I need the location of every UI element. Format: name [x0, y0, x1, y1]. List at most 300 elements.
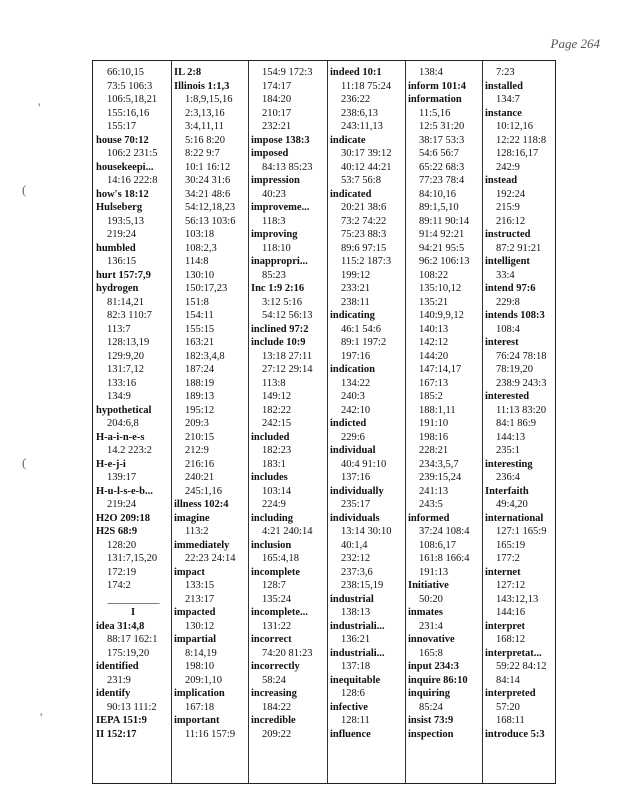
index-term: intend 97:6 [485, 283, 536, 294]
index-term: internet [485, 566, 521, 578]
index-ref: 131:22 [262, 620, 292, 632]
index-term: Illinois 1:1,3 [174, 80, 230, 92]
index-term: H-e-j-i [96, 458, 126, 470]
index-ref: 108:4 [496, 323, 520, 335]
index-ref: 90:13 111:2 [107, 701, 157, 713]
index-ref: 85:24 [419, 701, 443, 713]
index-ref: 138:13 [341, 607, 371, 618]
index-term: includes [251, 472, 288, 483]
index-ref: 235:1 [496, 445, 520, 456]
index-term: indicating [330, 310, 375, 321]
index-ref: 12:5 31:20 [419, 121, 465, 132]
index-term: IL 2:8 [174, 67, 202, 78]
index-ref: 199:12 [341, 269, 371, 281]
index-term: intelligent [485, 256, 530, 267]
index-ref: 128:13,19 [107, 337, 150, 348]
index-ref: 231:9 [107, 674, 131, 686]
index-ref: 88:17 162:1 [107, 634, 158, 645]
index-ref: 14:16 222:8 [107, 175, 158, 186]
index-ref: 137:16 [341, 472, 371, 483]
index-ref: 118:3 [262, 215, 286, 227]
index-ref: ____________ [107, 593, 159, 605]
index-ref: 219:24 [107, 499, 137, 510]
index-ref: 184:20 [262, 94, 292, 105]
index-term: indicted [330, 418, 367, 429]
column-divider [405, 61, 406, 783]
index-ref: 144:16 [496, 607, 526, 618]
index-ref: 81:14,21 [107, 296, 145, 308]
index-ref: 168:12 [496, 634, 526, 645]
index-ref: 128:11 [341, 715, 370, 726]
index-term: informed [408, 512, 450, 524]
index-ref: 96:2 106:13 [419, 256, 470, 267]
index-ref: 232:12 [341, 553, 371, 564]
index-ref: 242:9 [496, 161, 520, 173]
index-ref: 150:17,23 [185, 283, 228, 294]
index-ref: 240:21 [185, 472, 215, 483]
index-ref: 219:24 [107, 229, 137, 240]
index-ref: 133:15 [185, 580, 215, 591]
index-ref: 38:17 53:3 [419, 134, 465, 146]
index-ref: 27:12 29:14 [262, 364, 313, 375]
index-term: interpretat... [485, 647, 542, 659]
index-ref: 37:24 108:4 [419, 526, 470, 537]
index-term: implication [174, 688, 225, 699]
index-ref: 59:22 84:12 [496, 661, 547, 672]
index-term: how's 18:12 [96, 188, 149, 200]
index-ref: 149:12 [262, 391, 292, 402]
index-term: instance [485, 107, 522, 119]
index-ref: 182:3,4,8 [185, 350, 225, 362]
index-ref: 65:22 68:3 [419, 161, 465, 173]
index-ref: 113:2 [185, 526, 209, 537]
index-ref: 73:2 74:22 [341, 215, 387, 227]
index-term: hydrogen [96, 283, 139, 294]
index-ref: 232:21 [262, 121, 292, 132]
index-term: instead [485, 175, 518, 186]
index-ref: 185:2 [419, 391, 443, 402]
index-ref: 167:13 [419, 377, 449, 389]
index-ref: 10:1 16:12 [185, 161, 231, 173]
index-ref: 82:3 110:7 [107, 310, 152, 321]
index-term: identify [96, 688, 131, 699]
index-ref: 54:6 56:7 [419, 148, 459, 159]
index-ref: 229:8 [496, 296, 520, 308]
index-term: impact [174, 566, 205, 578]
index-ref: 134:7 [496, 94, 520, 105]
index-ref: 103:18 [185, 229, 215, 240]
index-ref: 210:15 [185, 431, 215, 443]
index-ref: 8:14,19 [185, 647, 217, 659]
index-term: immediately [174, 539, 230, 551]
index-ref: 20:21 38:6 [341, 202, 387, 213]
index-ref: 2:3,13,16 [185, 107, 225, 119]
index-column-1 [96, 66, 170, 741]
index-ref: 242:10 [341, 404, 371, 416]
index-ref: 54:12 56:13 [262, 310, 313, 321]
index-term: indication [330, 364, 375, 375]
index-term: incomplete [251, 566, 300, 578]
index-ref: 240:3 [341, 391, 365, 402]
index-ref: 108:2,3 [185, 242, 217, 254]
index-ref: 22:23 24:14 [185, 553, 236, 564]
index-ref: 165:4,18 [262, 553, 300, 564]
index-ref: 135:24 [262, 593, 292, 605]
index-ref: I [130, 607, 136, 618]
index-term: inclined 97:2 [251, 323, 309, 335]
index-ref: 89:1 197:2 [341, 337, 387, 348]
index-ref: 238:6,13 [341, 107, 379, 119]
index-ref: 106:2 231:5 [107, 148, 158, 159]
index-term: influence [330, 728, 371, 740]
index-ref: 128:6 [341, 688, 365, 699]
index-term: H2S 68:9 [96, 526, 138, 537]
page-number: Page 264 [550, 36, 600, 51]
index-ref: 239:15,24 [419, 472, 462, 483]
index-term: information [408, 94, 462, 105]
index-column-6 [485, 66, 555, 741]
index-ref: 91:4 92:21 [419, 229, 465, 240]
index-ref: 243:5 [419, 499, 443, 510]
index-ref: 30:17 39:12 [341, 148, 392, 159]
index-ref: 77:23 78:4 [419, 175, 465, 186]
index-term: imagine [174, 512, 210, 524]
index-ref: 209:22 [262, 728, 292, 740]
index-ref: 142:12 [419, 337, 449, 348]
index-term: incorrect [251, 634, 292, 645]
index-ref: 11:13 83:20 [496, 404, 547, 416]
index-term: identified [96, 661, 139, 672]
index-ref: 66:10,15 [107, 67, 145, 78]
index-ref: 204:6,8 [107, 418, 139, 429]
index-term: inform 101:4 [408, 80, 467, 92]
index-ref: 74:20 81:23 [262, 647, 313, 659]
index-ref: 128:16,17 [496, 148, 539, 159]
index-term: incomplete... [251, 607, 308, 618]
index-ref: 235:17 [341, 499, 371, 510]
index-term: intends 108:3 [485, 310, 545, 321]
index-ref: 3:12 5:16 [262, 296, 302, 308]
index-ref: 238:15,19 [341, 580, 384, 591]
index-term: important [174, 715, 220, 726]
index-ref: 198:16 [419, 431, 449, 443]
index-term: improveme... [251, 202, 310, 213]
index-term: inclusion [251, 539, 292, 551]
index-ref: 236:4 [496, 472, 520, 483]
index-ref: 189:13 [185, 391, 215, 402]
index-ref: 198:10 [185, 661, 215, 672]
index-ref: 53:7 56:8 [341, 175, 381, 186]
index-ref: 191:10 [419, 418, 449, 429]
index-ref: 136:21 [341, 634, 371, 645]
index-ref: 89:11 90:14 [419, 215, 470, 227]
index-ref: 213:17 [185, 593, 215, 605]
index-ref: 85:23 [262, 269, 286, 281]
index-ref: 76:24 78:18 [496, 350, 547, 362]
index-term: Initiative [408, 580, 449, 591]
index-ref: 130:10 [185, 269, 215, 281]
index-ref: 128:7 [262, 580, 286, 591]
index-ref: 161:8 166:4 [419, 553, 470, 564]
index-term: H2O 209:18 [96, 512, 150, 524]
index-term: international [485, 512, 544, 524]
index-ref: 197:16 [341, 350, 371, 362]
index-ref: 78:19,20 [496, 364, 534, 375]
index-ref: 50:20 [419, 593, 443, 605]
index-term: H-a-i-n-e-s [96, 431, 145, 443]
index-ref: 108:6,17 [419, 539, 457, 551]
index-ref: 138:4 [419, 67, 443, 78]
column-divider [482, 61, 483, 783]
index-ref: 118:10 [262, 242, 291, 254]
index-ref: 144:13 [496, 431, 526, 443]
index-ref: 236:22 [341, 94, 371, 105]
index-ref: 163:21 [185, 337, 215, 348]
index-term: including [251, 512, 294, 524]
index-ref: 11:16 157:9 [185, 728, 236, 740]
index-ref: 84:14 [496, 674, 520, 686]
index-ref: 245:1,16 [185, 485, 223, 497]
index-ref: 234:3,5,7 [419, 458, 459, 470]
index-ref: 133:16 [107, 377, 137, 389]
index-ref: 151:8 [185, 296, 209, 308]
index-ref: 172:19 [107, 566, 137, 578]
index-ref: 114:8 [185, 256, 209, 267]
index-ref: 113:8 [262, 377, 286, 389]
index-ref: 139:17 [107, 472, 137, 483]
index-ref: 3:4,11,11 [185, 121, 224, 132]
index-ref: 134:9 [107, 391, 131, 402]
index-term: included [251, 431, 290, 443]
index-term: H-u-l-s-e-b... [96, 485, 153, 497]
index-ref: 75:23 88:3 [341, 229, 387, 240]
index-term: interesting [485, 458, 533, 470]
index-ref: 188:19 [185, 377, 215, 389]
index-ref: 4:21 240:14 [262, 526, 313, 537]
index-ref: 155:17 [107, 121, 137, 132]
index-ref: 184:22 [262, 701, 292, 713]
index-term: increasing [251, 688, 297, 699]
index-ref: 154:9 172:3 [262, 67, 313, 78]
index-ref: 84:1 86:9 [496, 418, 536, 429]
index-ref: 224:9 [262, 499, 286, 510]
index-term: infective [330, 701, 368, 713]
index-ref: 57:20 [496, 701, 520, 713]
index-table [92, 60, 556, 784]
index-term: individual [330, 445, 376, 456]
index-term: indicated [330, 188, 372, 200]
index-ref: 209:1,10 [185, 674, 223, 686]
index-ref: 237:3,6 [341, 566, 373, 578]
index-ref: 30:24 31:6 [185, 175, 231, 186]
index-term: indeed 10:1 [330, 67, 382, 78]
index-ref: 193:5,13 [107, 215, 145, 227]
index-term: interest [485, 337, 519, 348]
index-ref: 183:1 [262, 458, 286, 470]
index-ref: 135:10,12 [419, 283, 462, 294]
index-ref: 137:18 [341, 661, 371, 672]
index-ref: 89:6 97:15 [341, 242, 387, 254]
index-ref: 174:2 [107, 580, 131, 591]
index-ref: 231:4 [419, 620, 443, 632]
index-ref: 49:4,20 [496, 499, 528, 510]
index-term: inspection [408, 728, 454, 740]
index-ref: 40:4 91:10 [341, 458, 387, 470]
index-term: impacted [174, 607, 216, 618]
index-ref: 14.2 223:2 [107, 445, 152, 456]
index-term: innovative [408, 634, 455, 645]
index-ref: 84:10,16 [419, 188, 457, 200]
index-ref: 167:18 [185, 701, 215, 713]
index-ref: 56:13 103:6 [185, 215, 236, 227]
index-term: industriali... [330, 620, 385, 632]
index-ref: 130:12 [185, 620, 215, 632]
index-ref: 1:8,9,15,16 [185, 94, 233, 105]
index-ref: 73:5 106:3 [107, 80, 153, 92]
index-ref: 188:1,11 [419, 404, 456, 416]
index-ref: 228:21 [419, 445, 449, 456]
index-ref: 135:21 [419, 296, 449, 308]
index-term: inquiring [408, 688, 451, 699]
column-divider [248, 61, 249, 783]
index-ref: 131:7,15,20 [107, 553, 158, 564]
column-divider [327, 61, 328, 783]
index-column-5 [408, 66, 480, 741]
index-column-4 [330, 66, 403, 741]
index-ref: 175:19,20 [107, 647, 150, 659]
index-ref: 131:7,12 [107, 364, 145, 375]
index-term: hypothetical [96, 404, 152, 416]
index-ref: 8:22 9:7 [185, 148, 220, 159]
index-ref: 40:1,4 [341, 539, 368, 551]
index-term: include 10:9 [251, 337, 306, 348]
index-ref: 216:12 [496, 215, 526, 227]
index-ref: 144:20 [419, 350, 449, 362]
index-ref: 40:12 44:21 [341, 161, 392, 173]
index-term: industrial [330, 593, 374, 605]
index-ref: 147:14,17 [419, 364, 462, 375]
index-ref: 140:9,9,12 [419, 310, 464, 321]
index-term: inmates [408, 607, 443, 618]
index-ref: 155:15 [185, 323, 215, 335]
index-ref: 182:23 [262, 445, 292, 456]
margin-mark: ' [40, 710, 43, 725]
index-term: impartial [174, 634, 216, 645]
index-term: industriali... [330, 647, 385, 659]
index-ref: 238:9 243:3 [496, 377, 547, 389]
index-term: humbled [96, 242, 136, 254]
index-ref: 40:23 [262, 188, 286, 200]
index-ref: 140:13 [419, 323, 449, 335]
index-term: individually [330, 485, 384, 497]
index-ref: 191:13 [419, 566, 449, 578]
index-ref: 155:16,16 [107, 107, 150, 119]
index-term: impression [251, 175, 300, 186]
index-ref: 87:2 91:21 [496, 242, 542, 254]
index-term: illness 102:4 [174, 499, 229, 510]
column-divider [171, 61, 172, 783]
index-ref: 84:13 85:23 [262, 161, 313, 173]
index-term: incredible [251, 715, 296, 726]
index-term: Inc 1:9 2:16 [251, 283, 305, 294]
index-ref: 215:9 [496, 202, 520, 213]
index-ref: 229:6 [341, 431, 365, 443]
index-ref: 216:16 [185, 458, 215, 470]
index-ref: 143:12,13 [496, 593, 539, 605]
index-ref: 115:2 187:3 [341, 256, 392, 267]
index-term: introduce 5:3 [485, 728, 545, 740]
index-column-2 [174, 66, 246, 741]
index-ref: 212:9 [185, 445, 209, 456]
index-ref: 103:14 [262, 485, 292, 497]
index-ref: 5:16 8:20 [185, 134, 225, 146]
index-ref: 177:2 [496, 553, 520, 564]
index-ref: 13:14 30:10 [341, 526, 392, 537]
index-ref: 195:12 [185, 404, 215, 416]
index-term: installed [485, 80, 523, 92]
index-ref: 33:4 [496, 269, 515, 281]
index-ref: 182:22 [262, 404, 292, 416]
index-ref: 12:22 118:8 [496, 134, 547, 146]
index-ref: 154:11 [185, 310, 214, 321]
index-ref: 168:11 [496, 715, 525, 726]
index-ref: 13:18 27:11 [262, 350, 313, 362]
index-ref: 136:15 [107, 256, 137, 267]
index-ref: 113:7 [107, 323, 131, 335]
index-term: II 152:17 [96, 728, 137, 740]
index-ref: 209:3 [185, 418, 209, 429]
index-term: impose 138:3 [251, 134, 310, 146]
index-term: interpreted [485, 688, 536, 699]
index-ref: 134:22 [341, 377, 371, 389]
index-ref: 242:15 [262, 418, 292, 429]
index-term: housekeepi... [96, 161, 154, 173]
index-ref: 7:23 [496, 67, 515, 78]
index-ref: 11:5,16 [419, 107, 451, 119]
margin-mark: ( [22, 182, 27, 197]
index-ref: 89:1,5,10 [419, 202, 459, 213]
index-term: instructed [485, 229, 531, 240]
index-term: house 70:12 [96, 134, 149, 146]
margin-mark: ( [22, 455, 27, 470]
index-term: Interfaith [485, 485, 529, 497]
index-ref: 238:11 [341, 296, 370, 308]
index-ref: 192:24 [496, 188, 526, 200]
index-ref: 34:21 48:6 [185, 188, 231, 200]
index-ref: 128:20 [107, 539, 137, 551]
index-term: insist 73:9 [408, 715, 454, 726]
index-ref: 10:12,16 [496, 121, 534, 132]
index-ref: 233:21 [341, 283, 371, 294]
index-ref: 54:12,18,23 [185, 202, 236, 213]
index-ref: 106:5,18,21 [107, 94, 158, 105]
index-ref: 174:17 [262, 80, 292, 92]
index-ref: 108:22 [419, 269, 449, 281]
index-ref: 58:24 [262, 674, 286, 686]
index-term: idea 31:4,8 [96, 620, 145, 632]
index-ref: 187:24 [185, 364, 215, 375]
index-ref: 241:13 [419, 485, 449, 497]
index-term: interpret [485, 620, 526, 632]
index-term: hurt 157:7,9 [96, 269, 151, 281]
index-ref: 243:11,13 [341, 121, 383, 132]
index-term: Hulseberg [96, 202, 143, 213]
index-term: IEPA 151:9 [96, 715, 147, 726]
index-term: incorrectly [251, 661, 300, 672]
index-ref: 210:17 [262, 107, 292, 119]
index-term: input 234:3 [408, 661, 460, 672]
index-term: inequitable [330, 674, 381, 686]
